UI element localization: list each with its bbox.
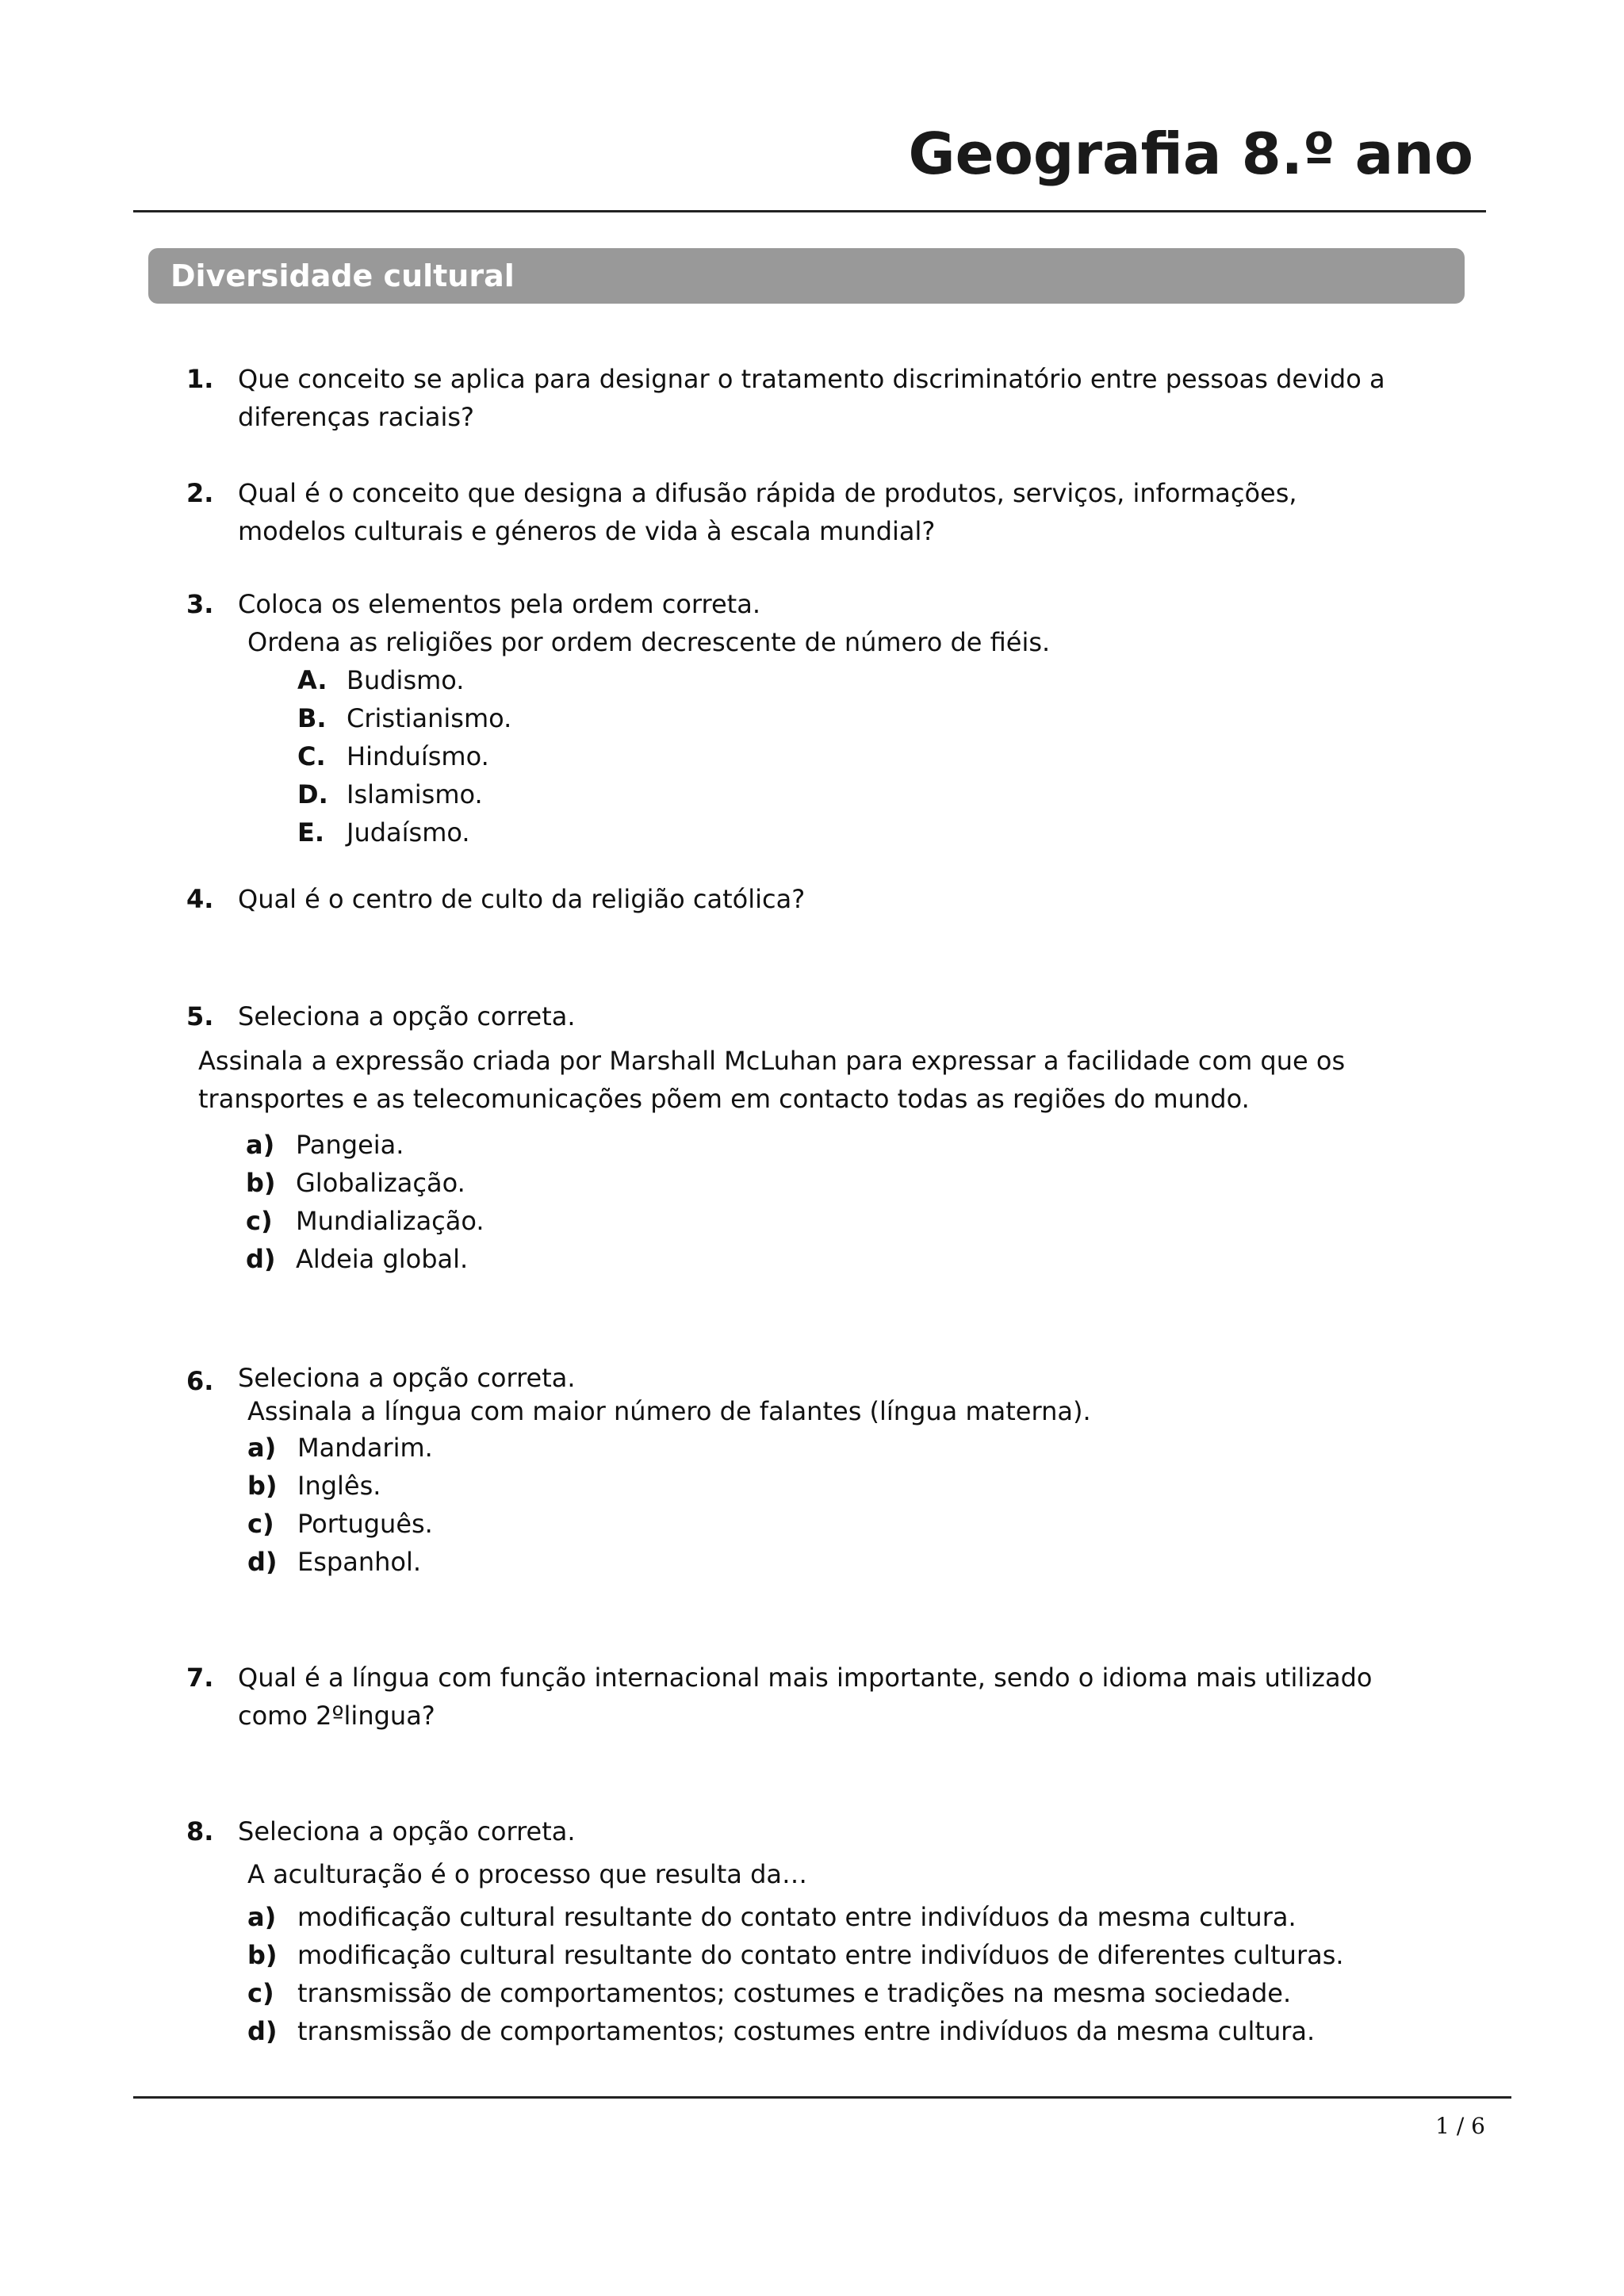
option-label: d) <box>247 2016 278 2046</box>
question-number: 4. <box>186 884 214 914</box>
footer-divider <box>133 2096 1511 2099</box>
header-divider <box>133 210 1486 212</box>
question-3 <box>186 585 1495 851</box>
question-2 <box>186 474 1495 550</box>
option-item <box>247 2012 1495 2050</box>
option-text: Globalização. <box>296 1168 465 1198</box>
question-text: Qual é a língua com função internacional mais importante, sendo o idioma mais utilizado <box>238 1663 1373 1693</box>
question-7 <box>186 1659 1495 1735</box>
option-label: b) <box>246 1168 276 1198</box>
option-text: Judaísmo. <box>347 817 470 848</box>
option-item <box>297 813 1495 851</box>
question-text: Que conceito se aplica para designar o tratamento discriminatório entre pessoas devido a <box>238 364 1385 394</box>
section-title: Diversidade cultural <box>170 258 515 293</box>
option-text: Espanhol. <box>297 1547 422 1577</box>
option-label: d) <box>247 1547 278 1577</box>
option-text: modificação cultural resultante do contato entre indivíduos da mesma cultura. <box>297 1902 1297 1932</box>
question-instruction: A aculturação é o processo que resulta da… <box>247 1859 807 1889</box>
page-title: Geografia 8.º ano <box>908 121 1473 187</box>
question-instruction: Ordena as religiões por ordem decrescente de número de fiéis. <box>247 627 1051 657</box>
question-instruction: transportes e as telecomunicações põem em contacto todas as regiões do mundo. <box>198 1084 1250 1114</box>
question-number: 1. <box>186 364 214 394</box>
option-item <box>297 699 1495 737</box>
question-text: Coloca os elementos pela ordem correta. <box>238 589 760 619</box>
option-text: Islamismo. <box>347 779 483 809</box>
question-text: Seleciona a opção correta. <box>238 1001 576 1031</box>
option-text: Pangeia. <box>296 1130 404 1160</box>
question-4 <box>186 880 1495 918</box>
option-label: a) <box>246 1130 275 1160</box>
option-label: D. <box>297 779 328 809</box>
option-label: E. <box>297 817 325 848</box>
question-8 <box>186 1812 1495 2050</box>
option-item <box>247 1505 1495 1543</box>
option-label: c) <box>246 1206 273 1236</box>
option-label: a) <box>247 1902 277 1932</box>
question-text: Seleciona a opção correta. <box>238 1816 576 1846</box>
option-text: Português. <box>297 1509 433 1539</box>
question-number: 8. <box>186 1816 214 1846</box>
option-text: Inglês. <box>297 1471 381 1501</box>
question-6 <box>186 1362 1495 1581</box>
option-item <box>247 1936 1495 1974</box>
option-item <box>246 1240 1507 1278</box>
option-item <box>297 737 1495 775</box>
option-text: Cristianismo. <box>347 703 512 733</box>
option-text: Aldeia global. <box>296 1244 469 1274</box>
option-label: d) <box>246 1244 276 1274</box>
option-item <box>246 1202 1507 1240</box>
page-number: 1 / 6 <box>1435 2113 1485 2139</box>
option-item <box>246 1126 1507 1164</box>
option-item <box>247 1974 1495 2012</box>
question-text: como 2ºlingua? <box>238 1701 435 1731</box>
question-instruction: Assinala a língua com maior número de falantes (língua materna). <box>247 1396 1091 1426</box>
option-label: b) <box>247 1940 278 1970</box>
option-text: transmissão de comportamentos; costumes e tradições na mesma sociedade. <box>297 1978 1292 2008</box>
question-instruction: Assinala a expressão criada por Marshall McLuhan para expressar a facilidade com que os <box>198 1046 1346 1076</box>
question-text: Qual é o centro de culto da religião católica? <box>238 884 806 914</box>
option-item <box>247 1543 1495 1581</box>
question-number: 7. <box>186 1663 214 1693</box>
question-number: 3. <box>186 589 214 619</box>
option-label: a) <box>247 1433 277 1463</box>
option-item <box>247 1898 1495 1936</box>
question-number: 6. <box>186 1366 214 1396</box>
option-item <box>247 1467 1495 1505</box>
option-label: C. <box>297 741 326 771</box>
option-text: transmissão de comportamentos; costumes entre indivíduos da mesma cultura. <box>297 2016 1316 2046</box>
question-1 <box>186 360 1495 436</box>
question-text: Seleciona a opção correta. <box>238 1363 576 1393</box>
question-text: Qual é o conceito que designa a difusão rápida de produtos, serviços, informações, <box>238 478 1297 508</box>
option-text: modificação cultural resultante do contato entre indivíduos de diferentes culturas. <box>297 1940 1344 1970</box>
option-label: c) <box>247 1509 274 1539</box>
question-text: modelos culturais e géneros de vida à escala mundial? <box>238 516 936 546</box>
option-label: b) <box>247 1471 278 1501</box>
option-text: Mandarim. <box>297 1433 433 1463</box>
question-number: 2. <box>186 478 214 508</box>
question-number: 5. <box>186 1001 214 1031</box>
option-item <box>297 661 1495 699</box>
option-label: A. <box>297 665 327 695</box>
section-banner <box>148 248 1465 304</box>
option-text: Budismo. <box>347 665 465 695</box>
question-5-instruction <box>198 1042 1507 1278</box>
option-text: Hinduísmo. <box>347 741 489 771</box>
question-text: diferenças raciais? <box>238 402 475 432</box>
option-label: c) <box>247 1978 274 2008</box>
option-text: Mundialização. <box>296 1206 485 1236</box>
option-label: B. <box>297 703 327 733</box>
option-item <box>247 1429 1495 1467</box>
option-item <box>297 775 1495 813</box>
option-item <box>246 1164 1507 1202</box>
question-5 <box>186 997 1495 1035</box>
